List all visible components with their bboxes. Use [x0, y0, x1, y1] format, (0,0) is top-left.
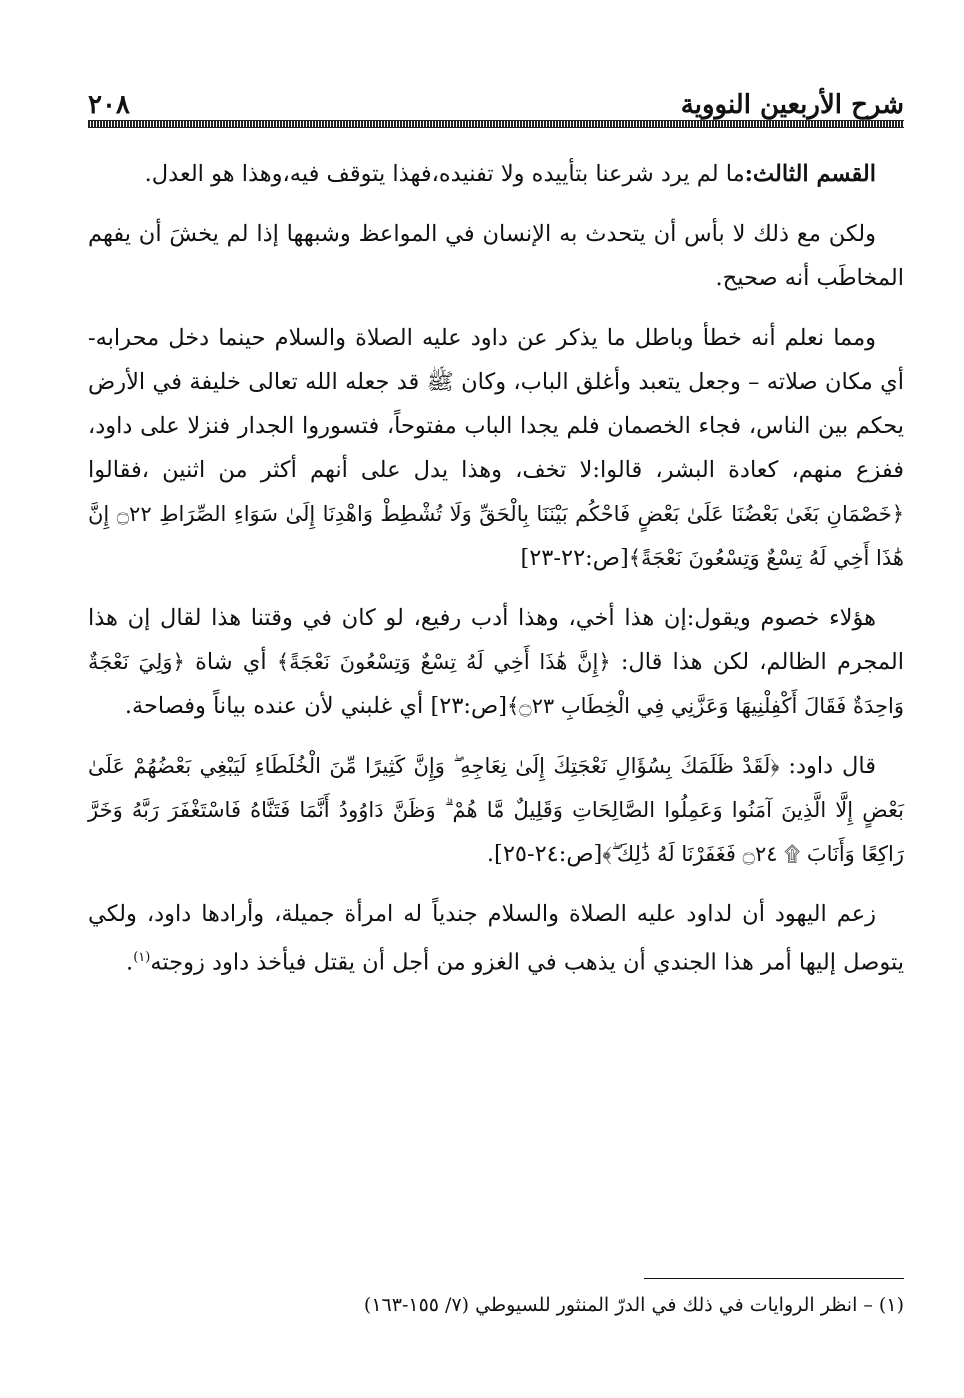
section-lead: القسم الثالث: — [744, 161, 876, 187]
paragraph-text: زعم اليهود أن لداود عليه الصلاة والسلام جندياً له امرأة جميلة، وأرادها داود، ولكي يتوصل إليها أمر هذا الجندي أن يذهب في الغزو من أجل أن يقتل فيأخذ داود زوجته — [88, 901, 904, 976]
page-header — [88, 80, 904, 120]
running-title: شرح الأربعين النووية — [680, 90, 904, 120]
quran-verse: ﴿إِنَّ هَٰذَا أَخِي لَهُ تِسْعٌ وَتِسْعُونَ نَعْجَةً﴾ — [276, 650, 611, 674]
verse-reference: [ص:٢٣] أي غلبني لأن عنده بياناً وفصاحة. — [124, 693, 507, 719]
paragraph-end: . — [126, 949, 134, 976]
header-rule — [88, 120, 904, 128]
paragraph-disputants — [88, 596, 904, 728]
paragraph-preaching — [88, 212, 904, 300]
paragraph-third-category — [88, 152, 904, 196]
paragraph-text: قال داود: — [779, 753, 876, 779]
quran-verse: ﴿خَصْمَانِ بَغَىٰ بَعْضُنَا عَلَىٰ بَعْضٍ فَاحْكُم بَيْنَنَا بِالْحَقِّ وَلَا تُشْطِطْ وَاهْدِنَا إِلَىٰ سَوَاءِ الصِّرَاطِ ۝٢٢ إِنَّ هَٰذَا أَخِي لَهُ تِسْعٌ وَتِسْعُونَ نَعْجَةً﴾ — [88, 502, 904, 570]
paragraph-dawud-story — [88, 316, 904, 580]
paragraph-text: ما لم يرد شرعنا بتأييده ولا تفنيده،فهذا يتوقف فيه،وهذا هو العدل. — [144, 161, 745, 187]
quran-verse: ﴿لَقَدْ ظَلَمَكَ بِسُؤَالِ نَعْجَتِكَ إِلَىٰ نِعَاجِهِ ۖ وَإِنَّ كَثِيرًا مِّنَ الْخُلَطَاءِ لَيَبْغِي بَعْضُهُمْ عَلَىٰ بَعْضٍ إِلَّا الَّذِينَ آمَنُوا وَعَمِلُوا الصَّالِحَاتِ وَقَلِيلٌ مَّا هُمْ ۗ وَظَنَّ دَاوُودُ أَنَّمَا فَتَنَّاهُ فَاسْتَغْفَرَ رَبَّهُ وَخَرَّ رَاكِعًا وَأَنَابَ ۩ ۝٢٤ فَغَفَرْنَا لَهُ ذَٰلِكَ ۖ﴾ — [88, 754, 904, 866]
footnote-ref[interactable]: (١) — [133, 950, 151, 965]
footnote: (١) – انظر الروايات في ذلك في الدرّ المنثور للسيوطي (٧/ ١٥٥-١٦٣) — [363, 1294, 904, 1316]
paragraph-dawud-reply — [88, 744, 904, 876]
main-text — [88, 152, 904, 1001]
paragraph-jewish-claim — [88, 892, 904, 985]
paragraph-text: هؤلاء خصوم ويقول:إن هذا أخي، وهذا أدب رفيع، لو كان في وقتنا هذا لقال إن هذا المجرم الظالم، لكن هذا قال: — [88, 605, 904, 675]
quran-verse: ﴿وَلِيَ نَعْجَةٌ وَاحِدَةٌ فَقَالَ أَكْفِلْنِيهَا وَعَزَّنِي فِي الْخِطَابِ ۝٢٣﴾ — [88, 650, 904, 718]
paragraph-text: ولكن مع ذلك لا بأس أن يتحدث به الإنسان في المواعظ وشبهها إذا لم يخشَ أن يفهم المخاطَب أنه صحيح. — [88, 221, 904, 291]
verse-reference: [ص:٢٢-٢٣] — [520, 545, 629, 571]
verse-reference: [ص:٢٤-٢٥]. — [486, 841, 603, 867]
paragraph-text: ومما نعلم أنه خطأ وباطل ما يذكر عن داود عليه الصلاة والسلام حينما دخل محرابه- أي مكان صلاته – وجعل يتعبد وأغلق الباب، وكان ﷺ قد جعله الله تعالى خليفة في الأرض يحكم بين الناس، فجاء الخصمان فلم يجدا الباب مفتوحاً، فتسوروا الجدار فنزلا على داود، ففزع منهم، كعادة البشر، قالوا:لا تخف، وهذا يدل على أنهم أكثر من اثنين ،فقالوا — [88, 325, 904, 483]
page-number: ٢٠٨ — [88, 90, 130, 120]
footnote-rule — [644, 1278, 904, 1279]
paragraph-text: أي شاة — [184, 649, 277, 675]
